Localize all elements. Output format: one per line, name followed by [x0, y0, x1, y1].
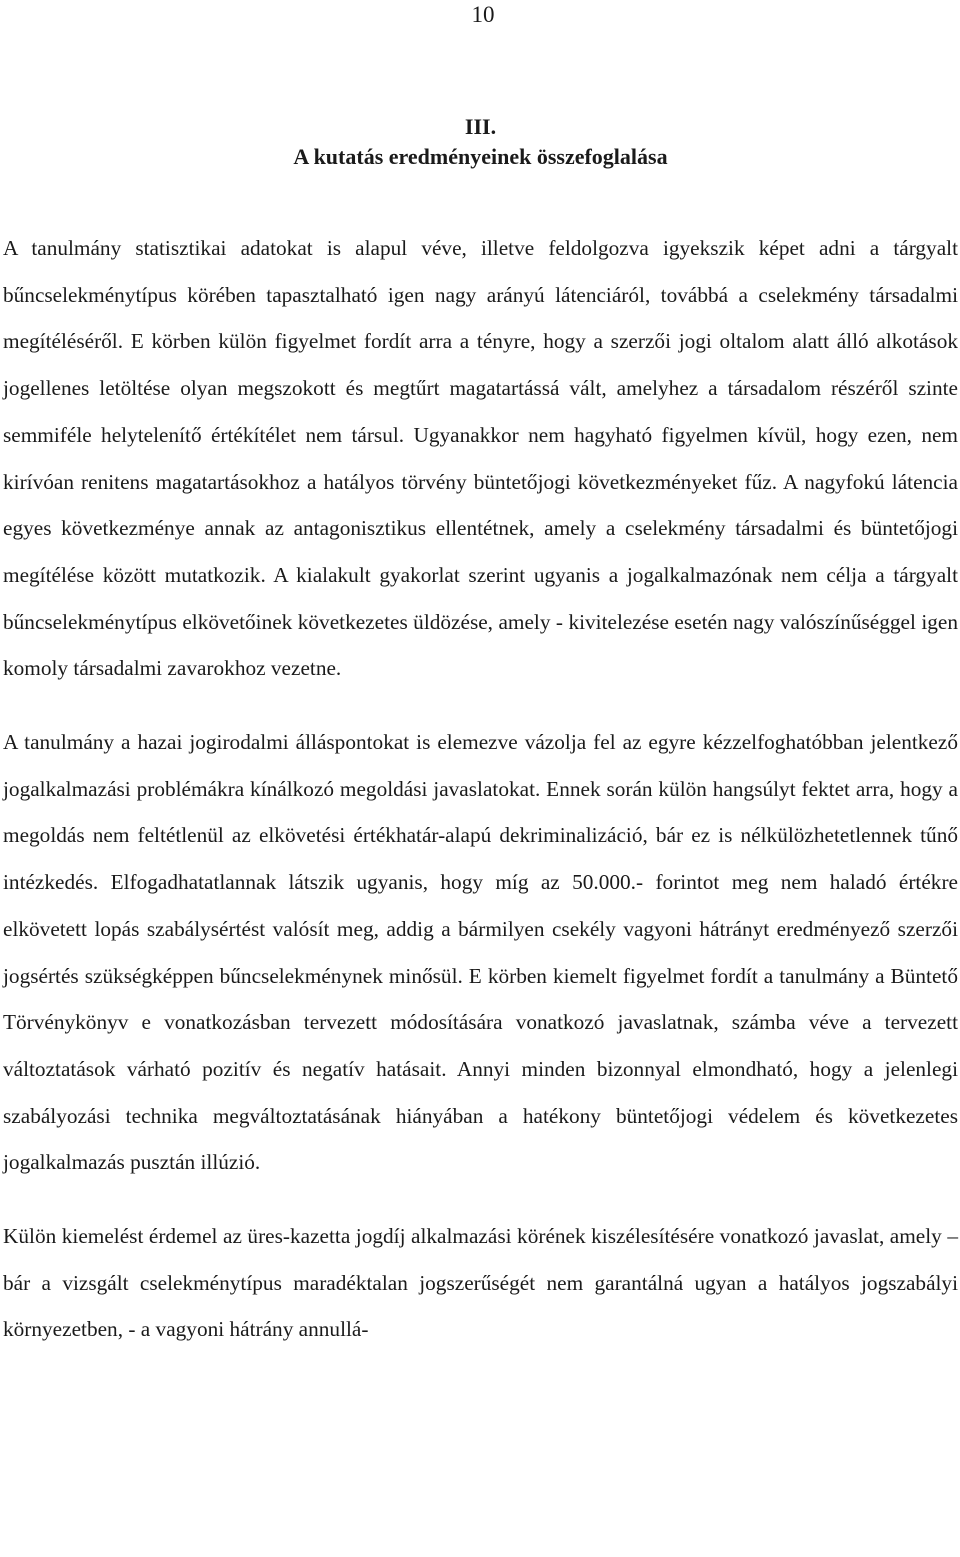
paragraph-blank-cassette-levy: Külön kiemelést érdemel az üres-kazetta jogdíj alkalmazási körének kiszélesítésére vonatkozó javaslat, amely – bár a vizsgált cselekménytípus maradéktalan jogszerűségét nem garantálná ugyan a hatályos jogszabályi környezetben, - a vagyoni hátrány annullá-: [3, 1224, 958, 1342]
paragraph-latency: A tanulmány statisztikai adatokat is alapul véve, illetve feldolgozva igyekszik képet adni a tárgyalt bűncselekménytípus körében tapasztalható igen nagy arányú látenciáról, továbbá a cselekmény társadalmi megítéléséről. E körben külön figyelmet fordít arra a tényre, hogy a szerzői jogi oltalom alatt álló alkotások jogellenes letöltése olyan megszokott és megtűrt magatartássá vált, amelyhez a társadalom részéről szinte semmiféle helytelenítő értékítélet nem társul. Ugyanakkor nem hagyható figyelmen kívül, hogy ezen, nem kirívóan renitens magatartásokhoz a hatályos törvény büntetőjogi következményeket fűz. A nagyfokú látencia egyes következménye annak az antagonisztikus ellentétnek, amely a cselekmény társadalmi és büntetőjogi megítélése között mutatkozik. A kialakult gyakorlat szerint ugyanis a jogalkalmazónak nem célja a tárgyalt bűncselekménytípus elkövetőinek következetes üldözése, amely - kivitelezése esetén nagy valószínűséggel igen komoly társadalmi zavarokhoz vezetne.: [3, 236, 958, 681]
paragraph-solutions: A tanulmány a hazai jogirodalmi álláspontokat is elemezve vázolja fel az egyre kézzelfoghatóbban jelentkező jogalkalmazási problémákra kínálkozó megoldási javaslatokat. Ennek során külön hangsúlyt fektet arra, hogy a megoldás nem feltétlenül az elkövetési értékhatár-alapú dekriminalizáció, bár ez is nélkülözhetetlennek tűnő intézkedés. Elfogadhatatlannak látszik ugyanis, hogy míg az 50.000.- forintot meg nem haladó értékre elkövetett lopás szabálysértést valósít meg, addig a bármilyen csekély vagyoni hátrányt eredményező szerzői jogsértés szükségképpen bűncselekménynek minősül. E körben kiemelt figyelmet fordít a tanulmány a Büntető Törvénykönyv e vonatkozásban tervezett módosítására vonatkozó javaslatnak, számba véve a tervezett változtatások várható pozitív és negatív hatásait. Annyi minden bizonnyal elmondható, hogy a jelenlegi szabályozási technika megváltoztatásának hiányában a hatékony büntetőjogi védelem és következetes jogalkalmazás pusztán illúzió.: [3, 730, 958, 1175]
chapter-number: III.: [464, 114, 497, 139]
page-number: 10: [471, 2, 495, 27]
chapter-title: A kutatás eredményeinek összefoglalása: [293, 144, 668, 169]
